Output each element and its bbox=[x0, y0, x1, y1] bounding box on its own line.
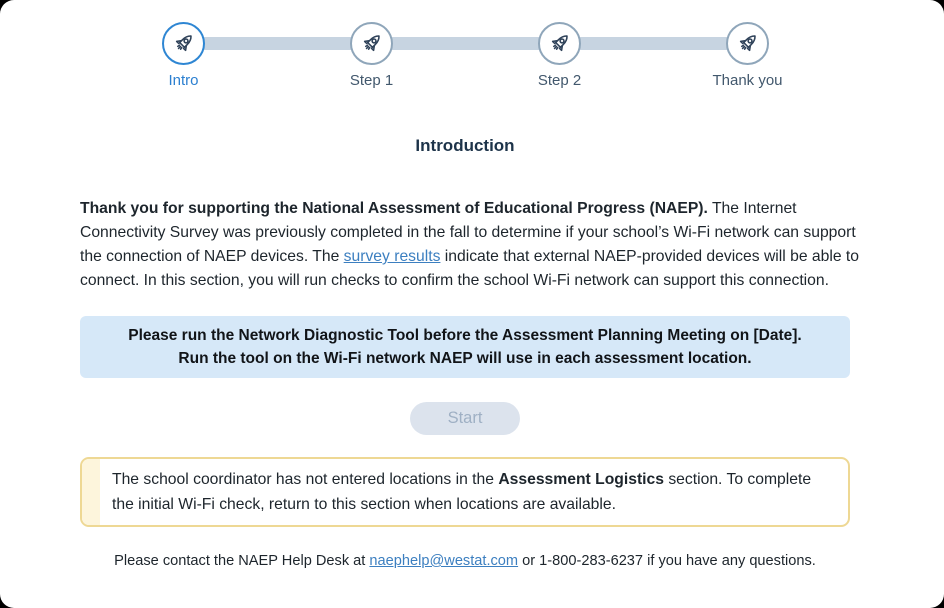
warning-text bbox=[112, 467, 824, 517]
notice-line-2: Run the tool on the Wi-Fi network NAEP will use in each assessment location. bbox=[178, 350, 752, 367]
intro-paragraph-bold-lead: Thank you for supporting the National Assessment of Educational Progress (NAEP). bbox=[80, 200, 708, 217]
wizard-stepper bbox=[162, 22, 783, 110]
intro-paragraph-text-1: The Internet Connectivity Survey was previously completed in the fall to determine if your school’s Wi-Fi network can support the connection of NAEP devices. The bbox=[80, 200, 856, 265]
rocket-icon bbox=[546, 30, 573, 57]
notice-line-1: Please run the Network Diagnostic Tool before the Assessment Planning Meeting on [Date]. bbox=[128, 327, 802, 344]
stepper-step-2[interactable] bbox=[537, 22, 582, 89]
stepper-step-1[interactable] bbox=[349, 22, 394, 89]
step-label-step1: Step 1 bbox=[349, 72, 394, 89]
stepper-step-thank-you[interactable] bbox=[712, 22, 783, 89]
step-circle-step1[interactable] bbox=[350, 22, 393, 65]
notice-box bbox=[80, 316, 850, 378]
stepper-step-intro[interactable] bbox=[162, 22, 205, 89]
warning-box bbox=[80, 457, 850, 527]
rocket-icon bbox=[170, 30, 197, 57]
intro-paragraph bbox=[80, 197, 866, 293]
warning-box-left-strip bbox=[82, 459, 100, 525]
intro-paragraph-text-2: indicate that external NAEP-provided devices will be able to connect. In this section, you will run checks to confirm the school Wi-Fi network can support this connection. bbox=[80, 248, 859, 289]
page-title: Introduction bbox=[415, 136, 515, 155]
warning-text-1: The school coordinator has not entered locations in the bbox=[112, 471, 499, 488]
step-circle-step2[interactable] bbox=[538, 22, 581, 65]
warning-text-2: section. To complete the initial Wi-Fi check, return to this section when locations are available. bbox=[112, 471, 812, 513]
survey-results-link[interactable]: survey results bbox=[343, 248, 441, 265]
step-circle-intro[interactable] bbox=[162, 22, 205, 65]
step-label-step2: Step 2 bbox=[537, 72, 582, 89]
warning-text-bold: Assessment Logistics bbox=[498, 471, 664, 488]
help-desk-text-2: or 1-800-283-6237 if you have any questions. bbox=[518, 553, 816, 569]
help-desk-note bbox=[80, 553, 850, 569]
help-desk-text-1: Please contact the NAEP Help Desk at bbox=[114, 553, 370, 569]
step-label-thank-you: Thank you bbox=[712, 72, 783, 89]
step-label-intro: Intro bbox=[168, 72, 199, 89]
start-button[interactable]: Start bbox=[410, 402, 521, 435]
help-desk-email-link[interactable]: naephelp@westat.com bbox=[369, 553, 519, 569]
step-circle-thank-you[interactable] bbox=[726, 22, 769, 65]
rocket-icon bbox=[734, 30, 761, 57]
rocket-icon bbox=[358, 30, 385, 57]
